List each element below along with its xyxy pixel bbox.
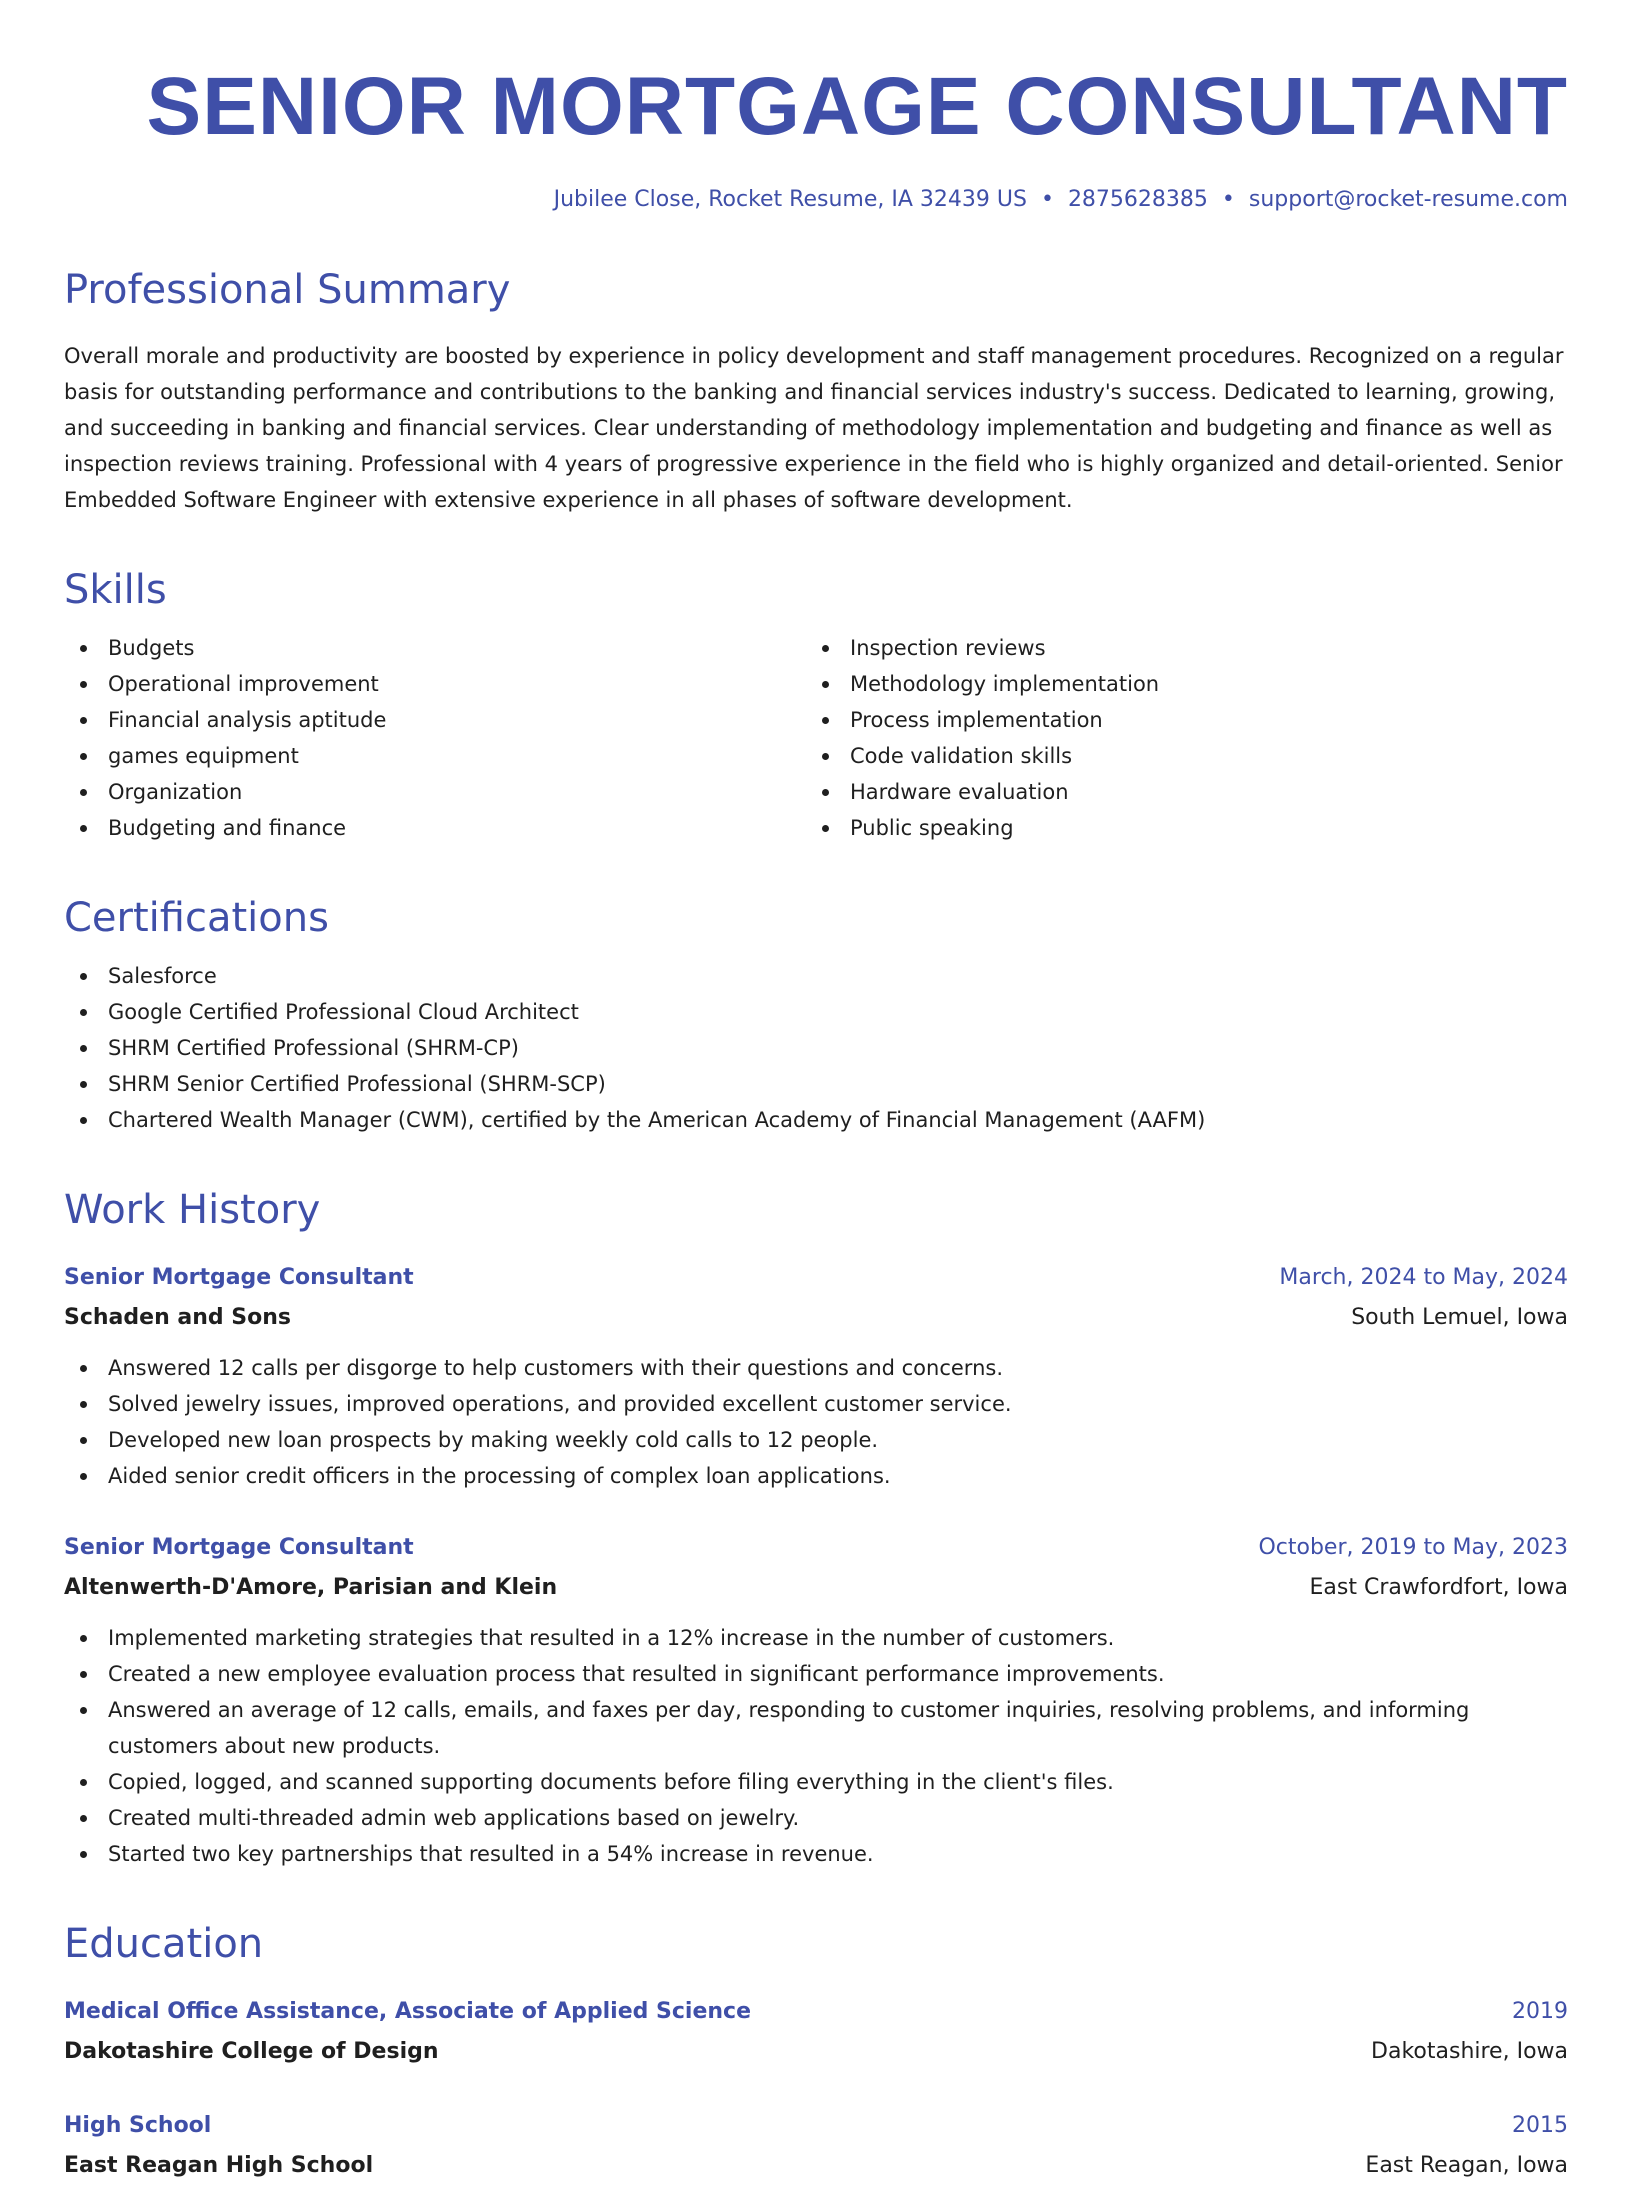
education-year: 2019: [1512, 1999, 1568, 2024]
education-location: Dakotashire, Iowa: [1371, 2039, 1568, 2064]
job-bullet: Answered an average of 12 calls, emails, and faxes per day, responding to customer inquiries, resolving problems, and informing customers about new products.: [64, 1692, 1568, 1764]
job-bullets: [64, 1620, 1568, 1872]
certifications-heading: Certifications: [64, 895, 329, 941]
skills-grid: [64, 630, 1568, 846]
certification-item: Chartered Wealth Manager (CWM), certified by the American Academy of Financial Management (AAFM): [64, 1102, 1568, 1138]
job-bullet: Developed new loan prospects by making weekly cold calls to 12 people.: [64, 1422, 1568, 1458]
education-entry: [64, 2106, 1568, 2186]
skill-item: Hardware evaluation: [806, 774, 1548, 810]
job-dates: October, 2019 to May, 2023: [1258, 1535, 1568, 1560]
education-location: East Reagan, Iowa: [1365, 2153, 1568, 2178]
job-entry: [64, 1258, 1568, 1494]
job-bullet: Answered 12 calls per disgorge to help customers with their questions and concerns.: [64, 1350, 1568, 1386]
skill-item: Code validation skills: [806, 738, 1548, 774]
job-entry: [64, 1528, 1568, 1872]
education-degree: Medical Office Assistance, Associate of Applied Science: [64, 1999, 752, 2024]
certification-item: SHRM Certified Professional (SHRM-CP): [64, 1030, 1568, 1066]
resume-title: SENIOR MORTGAGE CONSULTANT: [146, 61, 1568, 152]
education-school: East Reagan High School: [64, 2153, 374, 2178]
job-bullet: Copied, logged, and scanned supporting documents before filing everything in the client's files.: [64, 1764, 1568, 1800]
job-location: South Lemuel, Iowa: [1351, 1305, 1568, 1330]
skill-item: Public speaking: [806, 810, 1548, 846]
job-location: East Crawfordfort, Iowa: [1309, 1575, 1568, 1600]
job-bullet: Solved jewelry issues, improved operations, and provided excellent customer service.: [64, 1386, 1568, 1422]
job-title: Senior Mortgage Consultant: [64, 1535, 414, 1560]
job-bullet: Created multi-threaded admin web applications based on jewelry.: [64, 1800, 1568, 1836]
job-dates: March, 2024 to May, 2024: [1279, 1265, 1568, 1290]
job-bullets: [64, 1350, 1568, 1494]
skill-item: Budgeting and finance: [64, 810, 806, 846]
summary-text: Overall morale and productivity are boosted by experience in policy development and staff management procedures. Recognized on a regular basis for outstanding performance and contributions to the banking and financial services industry's success. Dedicated to learning, growing, and succeeding in banking and financial services. Clear understanding of methodology implementation and budgeting and finance as well as inspection reviews training. Professional with 4 years of progressive experience in the field who is highly organized and detail-oriented. Senior Embedded Software Engineer with extensive experience in all phases of software development.: [64, 344, 1564, 512]
contact-address: Jubilee Close, Rocket Resume, IA 32439 US: [553, 187, 1027, 212]
education-entry: [64, 1992, 1568, 2072]
job-bullet: Aided senior credit officers in the processing of complex loan applications.: [64, 1458, 1568, 1494]
skill-item: Methodology implementation: [806, 666, 1548, 702]
contact-separator: •: [1040, 187, 1054, 212]
certification-item: SHRM Senior Certified Professional (SHRM-SCP): [64, 1066, 1568, 1102]
job-bullet: Implemented marketing strategies that resulted in a 12% increase in the number of customers.: [64, 1620, 1568, 1656]
certification-item: Salesforce: [64, 958, 1568, 994]
skills-heading: Skills: [64, 567, 167, 613]
certifications-list: [64, 958, 1568, 1138]
skill-item: Operational improvement: [64, 666, 806, 702]
job-company: Schaden and Sons: [64, 1305, 292, 1330]
job-title: Senior Mortgage Consultant: [64, 1265, 414, 1290]
skills-right-list: [806, 630, 1548, 846]
contact-separator: •: [1221, 187, 1235, 212]
contact-email: support@rocket-resume.com: [1248, 187, 1568, 212]
education-school: Dakotashire College of Design: [64, 2039, 439, 2064]
job-company: Altenwerth-D'Amore, Parisian and Klein: [64, 1575, 558, 1600]
summary-heading: Professional Summary: [64, 267, 511, 313]
certification-item: Google Certified Professional Cloud Architect: [64, 994, 1568, 1030]
skill-item: Budgets: [64, 630, 806, 666]
contact-line: [64, 182, 1568, 218]
skills-left-list: [64, 630, 806, 846]
job-bullet: Created a new employee evaluation process that resulted in significant performance improvements.: [64, 1656, 1568, 1692]
education-degree: High School: [64, 2113, 212, 2138]
skill-item: Organization: [64, 774, 806, 810]
education-heading: Education: [64, 1921, 264, 1967]
skill-item: games equipment: [64, 738, 806, 774]
skill-item: Financial analysis aptitude: [64, 702, 806, 738]
work-history-heading: Work History: [64, 1187, 321, 1233]
job-bullet: Started two key partnerships that resulted in a 54% increase in revenue.: [64, 1836, 1568, 1872]
skill-item: Inspection reviews: [806, 630, 1548, 666]
education-year: 2015: [1512, 2113, 1568, 2138]
contact-phone: 2875628385: [1067, 187, 1208, 212]
skill-item: Process implementation: [806, 702, 1548, 738]
